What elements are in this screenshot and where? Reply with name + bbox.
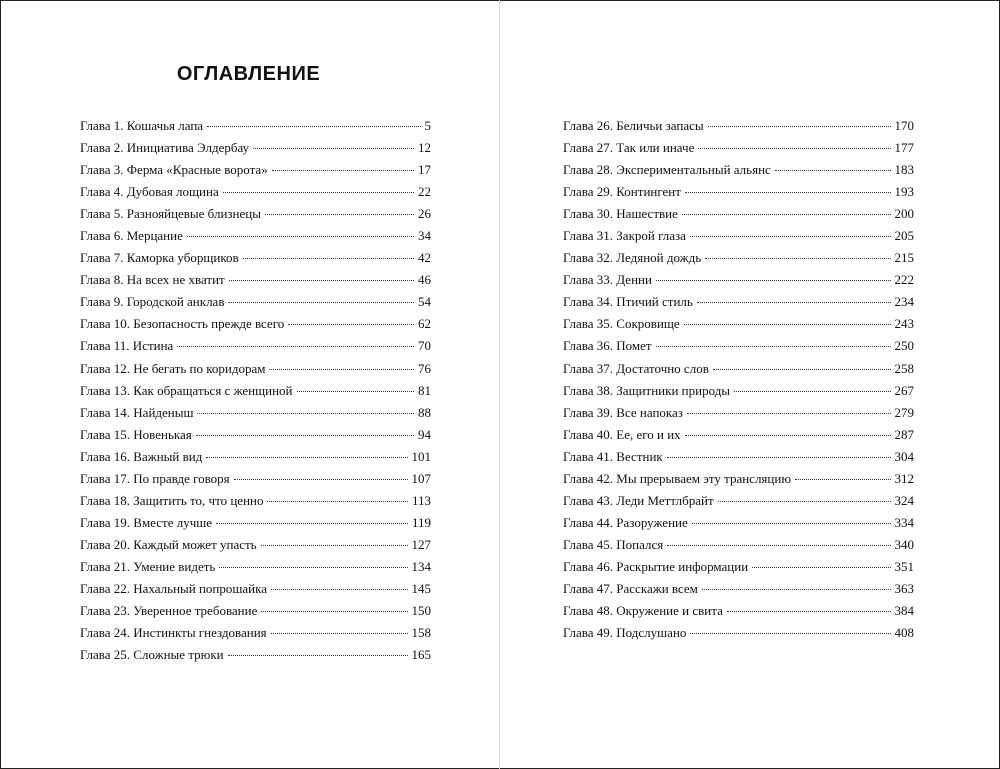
chapter-title: Глава 35. Сокровище: [563, 316, 680, 332]
dot-leader: [229, 280, 414, 281]
chapter-title: Глава 44. Разоружение: [563, 514, 688, 530]
toc-entry[interactable]: [80, 424, 431, 446]
dot-leader: [177, 346, 414, 347]
page-number: 351: [894, 558, 914, 574]
dot-leader: [727, 611, 891, 612]
page-number: 42: [418, 250, 431, 266]
page-number: 408: [894, 625, 914, 641]
chapter-title: Глава 11. Истина: [80, 338, 174, 354]
dot-leader: [243, 258, 414, 259]
dot-leader: [697, 302, 891, 303]
toc-entry[interactable]: [80, 622, 431, 644]
chapter-title: Глава 28. Экспериментальный альянс: [563, 162, 771, 178]
dot-leader: [271, 589, 407, 590]
toc-entry[interactable]: [80, 358, 431, 380]
chapter-title: Глава 31. Закрой глаза: [563, 228, 686, 244]
toc-entry[interactable]: [80, 468, 431, 490]
dot-leader: [705, 258, 890, 259]
toc-entry[interactable]: [80, 534, 431, 556]
chapter-title: Глава 3. Ферма «Красные ворота»: [80, 162, 268, 178]
page-number: 304: [894, 448, 914, 464]
toc-entry[interactable]: [80, 446, 431, 468]
chapter-title: Глава 48. Окружение и свита: [563, 603, 723, 619]
page-number: 205: [894, 228, 914, 244]
page-number: 258: [894, 360, 914, 376]
dot-leader: [713, 369, 891, 370]
chapter-title: Глава 7. Каморка уборщиков: [80, 250, 239, 266]
chapter-title: Глава 16. Важный вид: [80, 448, 203, 464]
chapter-title: Глава 1. Кошачья лапа: [80, 118, 204, 133]
dot-leader: [692, 523, 891, 524]
dot-leader: [702, 589, 891, 590]
dot-leader: [685, 192, 891, 193]
page-number: 170: [894, 118, 914, 133]
toc-column-left: [80, 115, 431, 666]
dot-leader: [684, 324, 891, 325]
toc-entry[interactable]: [80, 490, 431, 512]
toc-entry[interactable]: [563, 335, 914, 357]
toc-heading: ОГЛАВЛЕНИЕ: [176, 63, 321, 85]
page-number: 17: [418, 162, 431, 178]
page-number: 54: [418, 294, 431, 310]
toc-entry[interactable]: [80, 269, 431, 291]
page-number: 215: [894, 250, 914, 266]
dot-leader: [667, 457, 891, 458]
dot-leader: [197, 413, 414, 414]
toc-entry[interactable]: [563, 490, 914, 512]
toc-entry[interactable]: [563, 600, 914, 622]
dot-leader: [775, 170, 891, 171]
dot-leader: [206, 457, 407, 458]
chapter-title: Глава 21. Умение видеть: [80, 558, 216, 574]
dot-leader: [228, 655, 408, 656]
dot-leader: [234, 479, 408, 480]
chapter-title: Глава 15. Новенькая: [80, 426, 192, 442]
toc-entry[interactable]: [80, 203, 431, 225]
book-spine-divider: [499, 0, 500, 769]
chapter-title: Глава 36. Помет: [563, 338, 652, 354]
toc-entry[interactable]: [563, 247, 914, 269]
dot-leader: [685, 435, 891, 436]
toc-entry[interactable]: [563, 313, 914, 335]
chapter-title: Глава 42. Мы прерываем эту трансляцию: [563, 470, 792, 486]
toc-entry[interactable]: [563, 115, 914, 137]
dot-leader: [272, 170, 414, 171]
chapter-title: Глава 20. Каждый может упасть: [80, 536, 257, 552]
page-number: 267: [894, 382, 914, 398]
chapter-title: Глава 33. Денни: [563, 272, 652, 288]
chapter-title: Глава 2. Инициатива Элдербау: [80, 140, 250, 156]
toc-entry[interactable]: [563, 358, 914, 380]
dot-leader: [216, 523, 408, 524]
dot-leader: [253, 148, 414, 149]
dot-leader: [656, 346, 891, 347]
dot-leader: [261, 611, 407, 612]
dot-leader: [196, 435, 414, 436]
dot-leader: [687, 413, 891, 414]
page-number: 200: [894, 206, 914, 222]
chapter-title: Глава 29. Контингент: [563, 184, 681, 200]
toc-entry[interactable]: [563, 380, 914, 402]
chapter-title: Глава 24. Инстинкты гнездования: [80, 625, 267, 641]
dot-leader: [271, 633, 408, 634]
toc-entry[interactable]: [80, 137, 431, 159]
page-number: 70: [418, 338, 431, 354]
page-number: 177: [894, 140, 914, 156]
chapter-title: Глава 32. Ледяной дождь: [563, 250, 702, 266]
page-number: 145: [411, 580, 431, 596]
chapter-title: Глава 23. Уверенное требование: [80, 603, 258, 619]
chapter-title: Глава 4. Дубовая лощина: [80, 184, 219, 200]
toc-entry[interactable]: [563, 402, 914, 424]
dot-leader: [656, 280, 891, 281]
page-number: 127: [411, 536, 431, 552]
toc-entry[interactable]: [80, 600, 431, 622]
toc-entry[interactable]: [563, 203, 914, 225]
chapter-title: Глава 12. Не бегать по коридорам: [80, 360, 266, 376]
dot-leader: [207, 126, 420, 127]
page-number: 334: [894, 514, 914, 530]
toc-entry[interactable]: [80, 115, 431, 137]
page-number: 222: [894, 272, 914, 288]
toc-entry[interactable]: [80, 644, 431, 666]
dot-leader: [682, 214, 891, 215]
dot-leader: [219, 567, 407, 568]
dot-leader: [667, 545, 890, 546]
chapter-title: Глава 41. Вестник: [563, 448, 663, 464]
page-number: 183: [894, 162, 914, 178]
page-number: 243: [894, 316, 914, 332]
chapter-title: Глава 6. Мерцание: [80, 228, 183, 244]
page-number: 12: [418, 140, 431, 156]
toc-entry[interactable]: [563, 225, 914, 247]
toc-entry[interactable]: [563, 269, 914, 291]
toc-entry[interactable]: [80, 247, 431, 269]
page-number: 76: [418, 360, 431, 376]
chapter-title: Глава 19. Вместе лучше: [80, 514, 213, 530]
chapter-title: Глава 14. Найденыш: [80, 404, 194, 420]
dot-leader: [267, 501, 407, 502]
toc-entry[interactable]: [563, 137, 914, 159]
page-number: 113: [411, 492, 431, 508]
page-number: 94: [418, 426, 431, 442]
page-number: 46: [418, 272, 431, 288]
toc-entry[interactable]: [563, 159, 914, 181]
dot-leader: [734, 391, 890, 392]
page-number: 5: [424, 118, 431, 133]
chapter-title: Глава 22. Нахальный попрошайка: [80, 580, 268, 596]
chapter-title: Глава 39. Все напоказ: [563, 404, 683, 420]
dot-leader: [297, 391, 415, 392]
page-number: 279: [894, 404, 914, 420]
chapter-title: Глава 26. Беличьи запасы: [563, 118, 704, 133]
page-number: 312: [894, 470, 914, 486]
page-number: 26: [418, 206, 431, 222]
chapter-title: Глава 9. Городской анклав: [80, 294, 225, 310]
dot-leader: [187, 236, 414, 237]
chapter-title: Глава 38. Защитники природы: [563, 382, 731, 398]
toc-entry[interactable]: [80, 556, 431, 578]
toc-entry[interactable]: [80, 159, 431, 181]
toc-entry[interactable]: [80, 578, 431, 600]
page-number: 119: [411, 514, 431, 530]
page-number: 150: [411, 603, 431, 619]
toc-entry[interactable]: [563, 181, 914, 203]
toc-entry[interactable]: [80, 313, 431, 335]
chapter-title: Глава 40. Ее, его и их: [563, 426, 681, 442]
toc-entry[interactable]: [80, 380, 431, 402]
toc-entry[interactable]: [563, 468, 914, 490]
toc-entry[interactable]: [80, 291, 431, 313]
toc-entry[interactable]: [563, 622, 914, 644]
chapter-title: Глава 49. Подслушано: [563, 625, 687, 641]
page-number: 62: [418, 316, 431, 332]
page-number: 234: [894, 294, 914, 310]
dot-leader: [288, 324, 414, 325]
chapter-title: Глава 10. Безопасность прежде всего: [80, 316, 285, 332]
toc-entry[interactable]: [80, 512, 431, 534]
chapter-title: Глава 17. По правде говоря: [80, 470, 230, 486]
toc-entry[interactable]: [80, 402, 431, 424]
dot-leader: [265, 214, 414, 215]
page-number: 107: [411, 470, 431, 486]
dot-leader: [690, 633, 890, 634]
chapter-title: Глава 46. Раскрытие информации: [563, 558, 749, 574]
page-number: 81: [418, 382, 431, 398]
toc-entry[interactable]: [563, 534, 914, 556]
chapter-title: Глава 8. На всех не хватит: [80, 272, 225, 288]
dot-leader: [752, 567, 890, 568]
chapter-title: Глава 34. Птичий стиль: [563, 294, 693, 310]
dot-leader: [690, 236, 891, 237]
dot-leader: [698, 148, 890, 149]
page-number: 384: [894, 603, 914, 619]
chapter-title: Глава 13. Как обращаться с женщиной: [80, 382, 293, 398]
page-number: 324: [894, 492, 914, 508]
page-number: 22: [418, 184, 431, 200]
dot-leader: [708, 126, 891, 127]
chapter-title: Глава 47. Расскажи всем: [563, 580, 698, 596]
toc-entry[interactable]: [563, 291, 914, 313]
toc-entry[interactable]: [563, 424, 914, 446]
page-number: 34: [418, 228, 431, 244]
toc-entry[interactable]: [80, 335, 431, 357]
page-number: 165: [411, 647, 431, 663]
toc-entry[interactable]: [80, 181, 431, 203]
page-number: 158: [411, 625, 431, 641]
dot-leader: [269, 369, 414, 370]
page-number: 88: [418, 404, 431, 420]
chapter-title: Глава 45. Попался: [563, 536, 664, 552]
dot-leader: [261, 545, 408, 546]
toc-entry[interactable]: [563, 556, 914, 578]
page-number: 287: [894, 426, 914, 442]
page-number: 101: [411, 448, 431, 464]
toc-entry[interactable]: [563, 578, 914, 600]
toc-entry[interactable]: [563, 512, 914, 534]
dot-leader: [795, 479, 890, 480]
dot-leader: [223, 192, 414, 193]
page-number: 193: [894, 184, 914, 200]
toc-entry[interactable]: [563, 446, 914, 468]
page-number: 134: [411, 558, 431, 574]
chapter-title: Глава 25. Сложные трюки: [80, 647, 224, 663]
page-number: 250: [894, 338, 914, 354]
page-number: 340: [894, 536, 914, 552]
chapter-title: Глава 27. Так или иначе: [563, 140, 695, 156]
chapter-title: Глава 30. Нашествие: [563, 206, 678, 222]
chapter-title: Глава 43. Леди Меттлбрайт: [563, 492, 714, 508]
dot-leader: [228, 302, 414, 303]
chapter-title: Глава 37. Достаточно слов: [563, 360, 709, 376]
chapter-title: Глава 5. Разнояйцевые близнецы: [80, 206, 261, 222]
chapter-title: Глава 18. Защитить то, что ценно: [80, 492, 264, 508]
dot-leader: [718, 501, 891, 502]
page-number: 363: [894, 580, 914, 596]
toc-column-right: [563, 115, 914, 644]
toc-entry[interactable]: [80, 225, 431, 247]
